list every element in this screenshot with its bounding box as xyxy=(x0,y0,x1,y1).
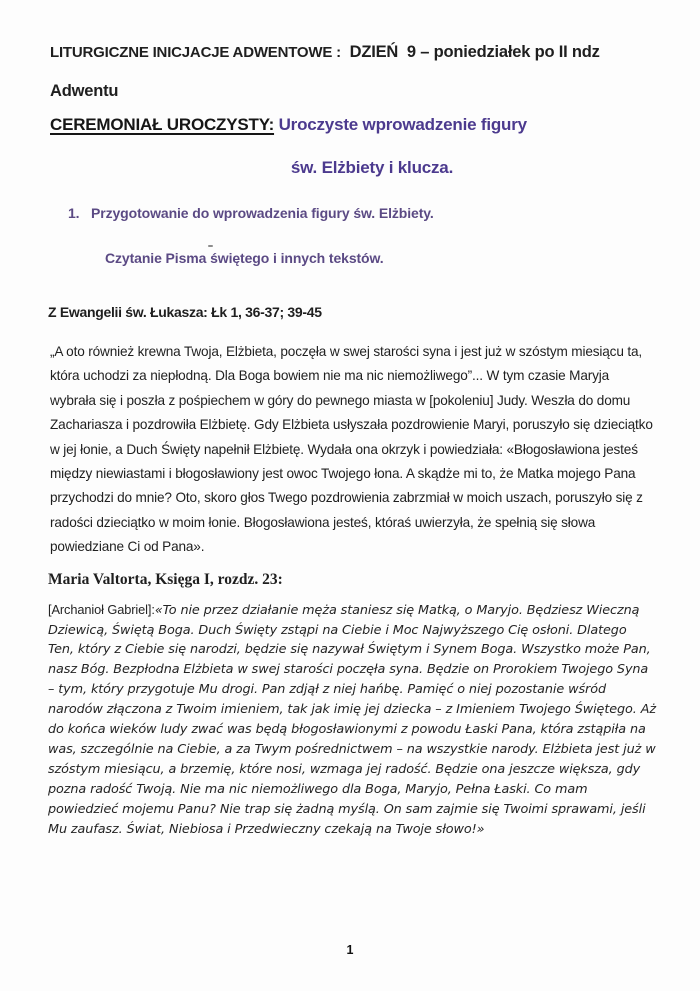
title-prefix: LITURGICZNE INICJACJE ADWENTOWE : xyxy=(50,44,341,61)
section-title: Przygotowanie do wprowadzenia figury św. Elżbiety. xyxy=(91,205,434,221)
valtorta-quote: «To nie przez działanie męża staniesz się Matką, o Maryjo. Będziesz Wieczną Dziewicą, Świętą Boga. Duch Święty zstąpi na Ciebie i Moc Najwyższego Cię osłoni. Dlatego Ten, który z Ciebie się narodzi, będzie się nazywał Świętym i Synem Boga. Wszystko może Pan, nasz Bóg. Bezpłodna Elżbieta w swej starości poczęła syna. Będzie on Prorokiem Twojego Syna – tym, który przygotuje Mu drogi. Pan zdjął z niej hańbę. Pamięć o niej pozostanie wśród narodów złączona z Twoim imieniem, tak jak imię jej dziecka – z Imieniem Twojego Świętego. Aż do końca wieków ludy zwać was będą błogosławionymi z powodu Łaski Pana, która zstąpiła na was, szczególnie na Ciebie, a za Twym pośrednictwem – na wszystkie narody. Elżbieta jest już w szóstym miesiącu, a brzemię, które nosi, wzmaga jej radość. Będzie ona jeszcze większa, gdy pozna radość Twoją. Nie ma nic niemożliwego dla Boga, Maryjo, Pełna Łaski. Co mam powiedzieć mojemu Panu? Nie trap się żadną myślą. On sam zajmie się Twoimi sprawami, jeśli Mu zaufasz. Świat, Niebiosa i Przedwieczny czekają na Twoje słowo!» xyxy=(48,602,656,837)
section-number: 1. xyxy=(68,205,80,221)
scan-artifact xyxy=(208,245,213,247)
ceremonial-heading xyxy=(50,114,656,136)
valtorta-speaker: [Archanioł Gabriel]: xyxy=(48,601,155,617)
valtorta-heading: Maria Valtorta, Księga I, rozdz. 23: xyxy=(48,570,283,588)
ceremonial-headline: Uroczyste wprowadzenie figury xyxy=(278,115,527,134)
ceremonial-label: CEREMONIAŁ UROCZYSTY: xyxy=(50,115,275,134)
document-title xyxy=(50,30,656,108)
section-subtitle: Czytanie Pisma świętego i innych tekstów. xyxy=(105,250,384,266)
title-main: DZIEŃ 9 – poniedziałek po II ndz Adwentu xyxy=(50,43,604,100)
page-number: 1 xyxy=(346,943,354,957)
gospel-heading: Z Ewangelii św. Łukasza: Łk 1, 36-37; 39-45 xyxy=(48,304,322,320)
gospel-paragraph: „A oto również krewna Twoja, Elżbieta, poczęła w swej starości syna i jest już w szóstym miesiącu ta, która uchodzi za niepłodną. Dla Boga bowiem nie ma nic niemożliwego”... W tym czasie Maryja wybrała się i poszła z pośpiechem w góry do pewnego miasta w [pokoleniu] Judy. Weszła do domu Zachariasza i pozdrowiła Elżbietę. Gdy Elżbieta usłyszała pozdrowienie Maryi, poruszyło się dzieciątko w jej łonie, a Duch Święty napełnił Elżbietę. Wydała ona okrzyk i powiedziała: «Błogosławiona jesteś między niewiastami i błogosławiony jest owoc Twojego łona. A skądże mi to, że Matka mojego Pana przychodzi do mnie? Oto, skoro głos Twego pozdrowienia zabrzmiał w moich uszach, poruszyło się z radości dzieciątko w moim łonie. Błogosławiona jesteś, któraś uwierzyła, że spełnią się słowa powiedziane Ci od Pana». xyxy=(50,344,653,555)
section-1-heading xyxy=(50,203,656,223)
ceremonial-headline-line2: św. Elżbiety i klucza. xyxy=(290,158,454,177)
valtorta-paragraph xyxy=(48,601,656,840)
